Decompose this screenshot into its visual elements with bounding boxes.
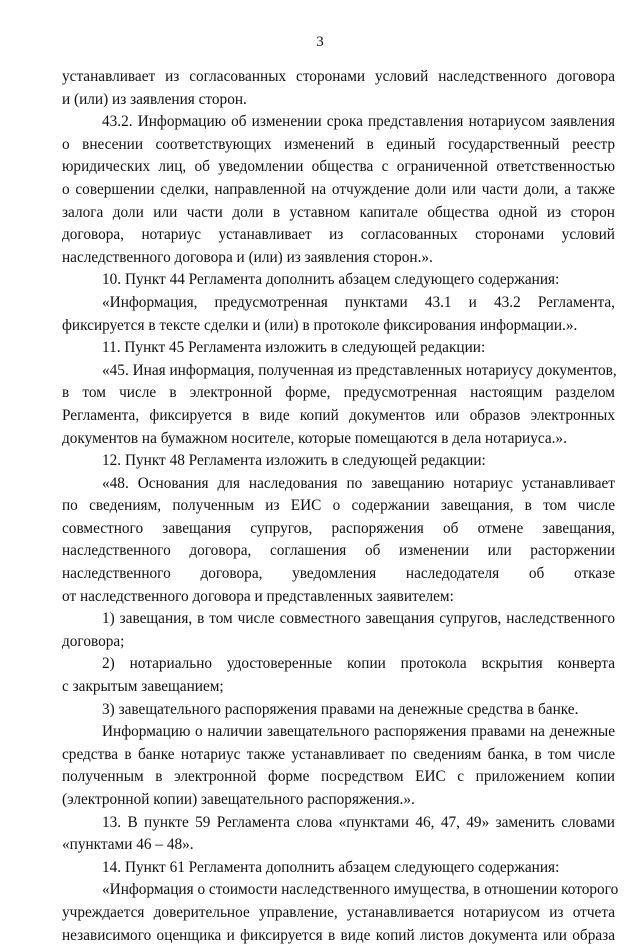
text-line: 2) нотариально удостоверенные копии протокола вскрытия конверта	[102, 655, 615, 673]
text-line: учреждается доверительное управление, устанавливается нотариусом из отчета	[62, 903, 615, 921]
paragraph	[62, 360, 615, 450]
paragraph	[62, 812, 615, 857]
paragraph	[62, 879, 619, 947]
text-line: договора, нотариус устанавливает из согласованных сторонами условий	[62, 226, 615, 244]
text-line: «48. Основания для наследования по завещанию нотариус устанавливает	[102, 474, 615, 492]
text-line: средства в банке нотариус также устанавливает по сведениям банка, в том числе	[62, 745, 615, 763]
paragraph	[62, 473, 615, 609]
text-line: по сведениям, полученным из ЕИС о содержании завещания, в том числе	[62, 497, 615, 515]
text-line: в том числе в электронной форме, предусмотренная настоящим разделом	[62, 384, 615, 402]
text-line: от наследственного договора и представленных заявителем:	[62, 587, 454, 605]
paragraph	[62, 721, 615, 811]
text-line: залога доли или части доли в уставном капитале общества одной из сторон	[62, 203, 615, 221]
text-line: «пунктами 46 – 48».	[62, 836, 194, 854]
document-body	[62, 66, 619, 947]
text-line: с закрытым завещанием;	[62, 678, 224, 696]
text-line: устанавливает из согласованных сторонами условий наследственного договора	[62, 68, 615, 85]
page-number: 3	[316, 34, 324, 50]
text-line: полученным в электронной форме посредством ЕИС с приложением копии	[62, 768, 615, 786]
paragraph	[62, 337, 615, 360]
text-line: 43.2. Информацию об изменении срока представления нотариусом заявления	[102, 113, 615, 131]
paragraph	[62, 66, 615, 111]
paragraph	[62, 699, 615, 722]
text-line: «Информация, предусмотренная пунктами 43.1 и 43.2 Регламента,	[102, 293, 615, 311]
text-line: (электронной копии) завещательного распоряжения.».	[62, 791, 415, 808]
text-line: 1) завещания, в том числе совместного завещания супругов, наследственного	[102, 610, 615, 628]
paragraph	[62, 653, 615, 698]
text-line: Информацию о наличии завещательного распоряжения правами на денежные	[102, 723, 615, 741]
text-line: 10. Пункт 44 Регламента дополнить абзацем следующего содержания:	[102, 271, 560, 289]
paragraph	[62, 857, 615, 880]
text-line: Регламента, фиксируется в виде копий документов или образов электронных	[62, 406, 615, 424]
text-line: независимого оценщика и фиксируется в виде копий листов документа или образа	[62, 926, 615, 944]
paragraph	[62, 450, 615, 473]
text-line: документов на бумажном носителе, которые помещаются в дела нотариуса.».	[62, 429, 567, 447]
text-line: фиксируется в тексте сделки и (или) в протоколе фиксирования информации.».	[62, 316, 578, 334]
text-line: наследственного договора и (или) из заявления сторон.».	[62, 248, 433, 266]
text-line: 12. Пункт 48 Регламента изложить в следующей редакции:	[102, 452, 486, 470]
text-line: о совершении сделки, направленной на отчуждение доли или части доли, а также	[62, 180, 615, 198]
paragraph	[62, 608, 615, 653]
text-line: «Информация о стоимости наследственного имущества, в отношении которого	[102, 881, 619, 899]
paragraph	[62, 269, 615, 292]
text-line: наследственного договора, соглашения об изменении или расторжении	[62, 542, 615, 560]
text-line: 3) завещательного распоряжения правами на денежные средства в банке.	[102, 700, 579, 718]
paragraph	[62, 292, 615, 337]
text-line: совместного завещания супругов, распоряжения об отмене завещания,	[62, 519, 615, 537]
text-line: «45. Иная информация, полученная из представленных нотариусу документов,	[102, 361, 617, 379]
text-line: юридических лиц, об уведомлении общества с ограниченной ответственностью	[62, 158, 615, 176]
paragraph	[62, 111, 615, 269]
text-line: о внесении соответствующих изменений в единый государственный реестр	[62, 135, 615, 153]
text-line: наследственного договора, уведомления наследодателя об отказе	[62, 565, 615, 583]
text-line: 13. В пункте 59 Регламента слова «пунктами 46, 47, 49» заменить словами	[102, 813, 615, 831]
text-line: и (или) из заявления сторон.	[62, 90, 247, 108]
text-line: 14. Пункт 61 Регламента дополнить абзацем следующего содержания:	[102, 858, 560, 876]
text-line: 11. Пункт 45 Регламента изложить в следующей редакции:	[102, 339, 486, 357]
text-line: договора;	[62, 632, 125, 650]
